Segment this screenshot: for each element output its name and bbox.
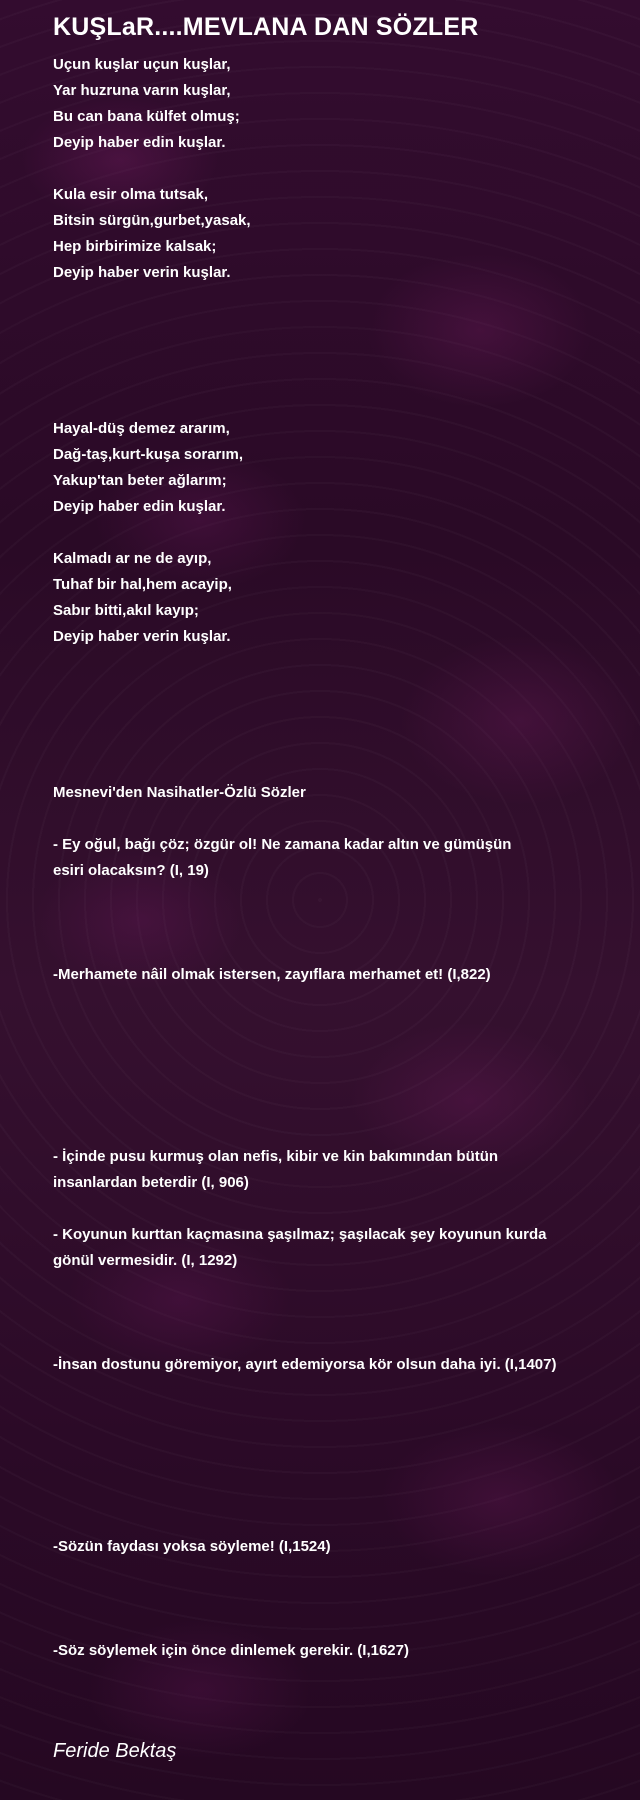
poem-author: Feride Bektaş: [53, 1740, 177, 1762]
poem-title: KUŞLaR....MEVLANA DAN SÖZLER: [53, 13, 479, 41]
poem-page: [53, 12, 613, 1664]
poem-body: Uçun kuşlar uçun kuşlar, Yar huzruna varın kuşlar, Bu can bana külfet olmuş; Deyip haber edin kuşlar. Kula esir olma tutsak, Bitsin sürgün,gurbet,yasak, Hep birbirimize kalsak; Deyip haber verin kuşlar. Hayal-düş demez ararım, Dağ-taş,kurt-kuşa sorarım, Yakup'tan beter ağlarım; Deyip haber edin kuşlar. Kalmadı ar ne de ayıp, Tuhaf bir hal,hem acayip, Sabır bitti,akıl kayıp; Deyip haber verin kuşlar. Mesnevi'den Nasihatler-Özlü Sözler - Ey oğul, bağı çöz; özgür ol! Ne zamana kadar altın ve gümüşün esiri olacaksın? (I, 19) -Merhamete nâil olmak istersen, zayıflara merhamet et! (I,822) - İçinde pusu kurmuş olan nefis, kibir ve kin bakımından bütün insanlardan beterdir (I, 906) - Koyunun kurttan kaçmasına şaşılmaz; şaşılacak şey koyunun kurda gönül vermesidir. (I, 1292) -İnsan dostunu göremiyor, ayırt edemiyorsa kör olsun daha iyi. (I,1407) -Sözün faydası yoksa söyleme! (I,1524) -Söz söylemek için önce dinlemek gerekir. (I,1627): [53, 56, 557, 1659]
